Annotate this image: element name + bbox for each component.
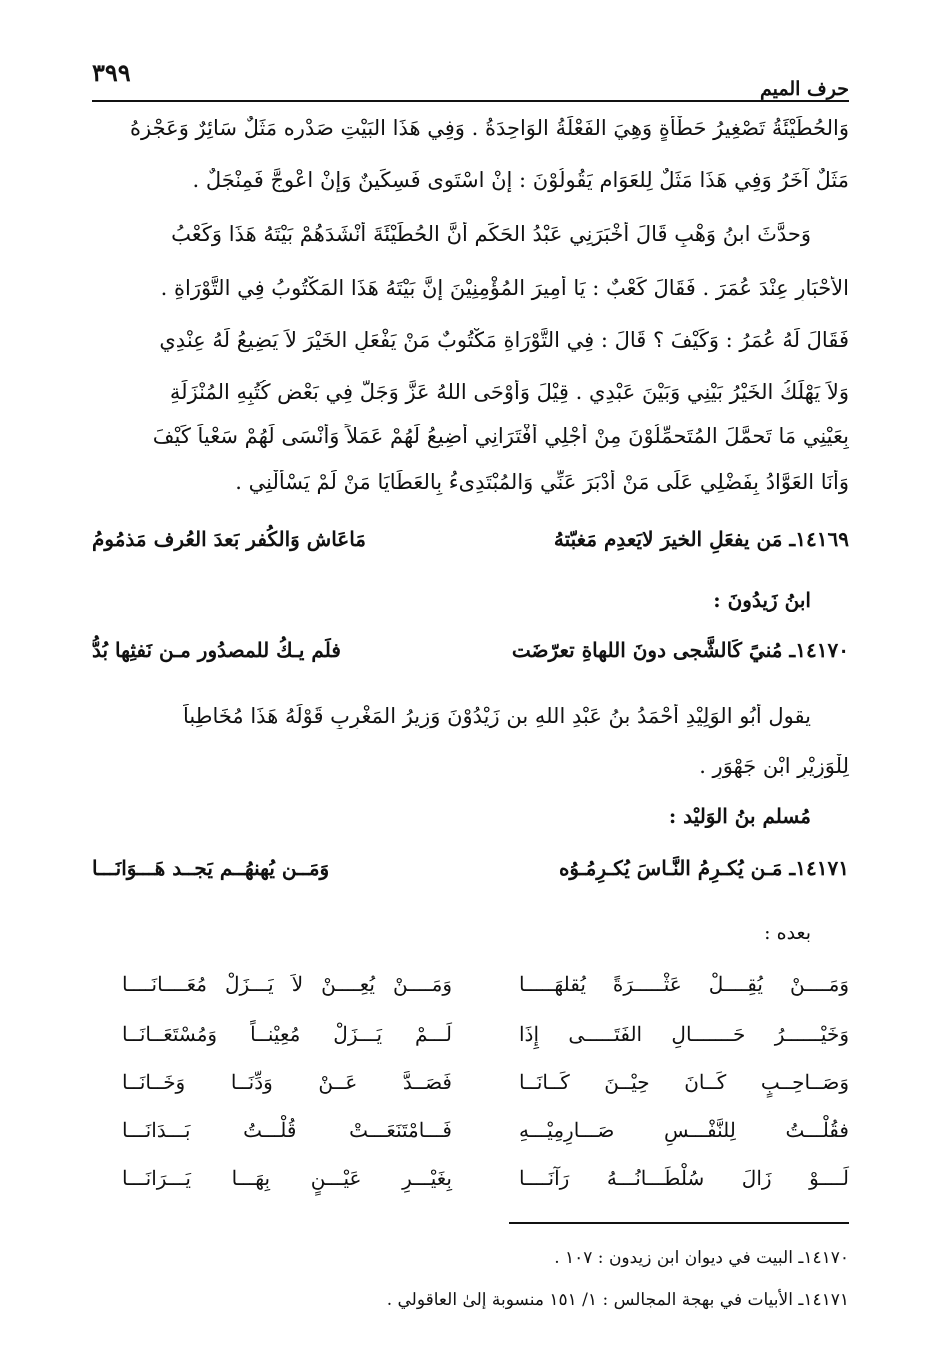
paragraph-line: مَثَلٌ آخَرُ وَفِي هَذَا مَثَلٌ لِلعَوَام يَقُولُوْنَ : إِنْ اسْتَوى فَسِكِّينٌ وَإِنْ اعْوجَّ فَمِنْجَلٌ .: [192, 168, 849, 192]
footnote-divider: [509, 1222, 849, 1224]
paragraph-line: بِعَيْنِي مَا تَحمَّلَ المُتَحمِّلُوْنَ مِنْ أَجْلِي أَفْتَرَانِي أُضِيعُ لَهُمْ عَمَلاً وَأَنْسَى لَهُمْ سَعْياً كَيْفَ: [152, 424, 849, 448]
poem-line: [92, 1166, 849, 1200]
poet-name: ابنُ زَيدُونَ :: [713, 588, 811, 612]
paragraph-line: الأَحْبَارِ عِنْدَ عُمَرَ . فَقَالَ كَعْبٌ : يَا أَمِيرَ المُؤْمِنِيْنَ إِنَّ بَيْتَهُ هَذَا المَكْتُوبُ فِي التَّوْرَاةِ .: [160, 276, 849, 300]
page-number: ٣٩٩: [92, 58, 131, 87]
verse-first-hemistich: ١٤١٧٠ـ مُنيً كَالشَّجى دونَ اللهاةِ تعرّضَت: [511, 638, 849, 662]
page-header: [92, 58, 849, 100]
paragraph-line: وَالحُطَيْئَةُ تَصْغِيرُ حَطْأَةٍ وَهِيَ الفَعْلَةُ الوَاحِدَةُ . وَفِي هَذَا البَيْتِ صَدْره مَثَلٌ سَائِرٌ وَعَجْزهُ: [130, 116, 849, 140]
paragraph-line: وَلاَ يَهْلَكُ الخَيْرُ بَيْنِي وَبَيْنَ عَبْدِي . قِيْلَ وَأَوْحَى اللهُ عَزَّ وَجَلَّ فِي بَعْضِ كُتُبِهِ المُنْزَلَةِ: [169, 380, 849, 404]
poem-first-hemistich: وَمَــــنْ يُقِــــلْ عَثْـــــرَةً يُقلهَـــــا: [519, 972, 849, 996]
poem-second-hemistich: لَـــمْ يَـــزَلْ مُعِيْنــاً وَمُسْتَعَــانَــا: [122, 1022, 452, 1046]
poem-line: [92, 972, 849, 1006]
poem-line: [92, 1022, 849, 1056]
paragraph-line: وَحدَّثَ ابنُ وَهْبٍ قَالَ أَخْبَرَنِي عَبْدُ الحَكَمِ أَنَّ الحُطَيْئَةَ أَنْشَدَهُمْ بَيْتَهُ هَذَا وَكَعْبُ: [171, 222, 811, 246]
verse-second-hemistich: وَمَــن يُهنهُــم يَجــد هَـــوَانَـــا: [92, 856, 330, 880]
poem-second-hemistich: وَمَــــنْ يُعِــــنْ لاَ يَـــزَلْ مُعَــــانَــــا: [122, 972, 452, 996]
verse-14169: [92, 527, 849, 561]
poem-line: [92, 1070, 849, 1104]
verse-first-hemistich: ١٤١٧١ـ مَـن يُكـرِمُ النَّـاسَ يُكـرِمُـوُه: [558, 856, 849, 880]
verse-second-hemistich: فلَم يـكُ للمصدُور مـن نَفثِها بُدُّ: [92, 638, 341, 662]
verse-14171: [92, 856, 849, 890]
verse-first-hemistich: ١٤١٦٩ـ مَن يفعَلِ الخيرَ لايَعدِم مَغبّتهُ: [553, 527, 849, 551]
poem-first-hemistich: وَصَــاحِــبٍ كَــانَ حِيْــنَ كَــانَــا: [519, 1070, 849, 1094]
footnote: ١٤١٧١ـ الأبيات في بهجة المجالس : ١/ ١٥١ منسوبة إلىٰ العاقولي .: [386, 1290, 849, 1310]
poem-line: [92, 1118, 849, 1152]
section-title: حرف الميم: [760, 78, 849, 100]
verse-second-hemistich: مَاعَاش وَالكُفر بَعدَ العُرف مَذمُومُ: [92, 527, 367, 551]
footnote: ١٤١٧٠ـ البيت في ديوان ابن زيدون : ١٠٧ .: [554, 1248, 849, 1268]
verse-14170: [92, 638, 849, 672]
poem-first-hemistich: فقُلْـــتُ لِلنَّفْـــسِ صَـــارِمِيْـــهِ: [519, 1118, 849, 1142]
header-divider: [92, 100, 849, 102]
paragraph-line: يقول أَبُو الوَلِيْدِ أَحْمَدُ بنُ عَبْدِ اللهِ بنِ زَيْدُوْنَ وَزِيرُ المَغْرِبِ قَوْلَهُ هَذَا مُخَاطِباً: [183, 704, 811, 728]
poem-first-hemistich: لَــــوْ زَالَ سُلْطَـــانُـــهُ رَآنَــــا: [519, 1166, 849, 1190]
poem-second-hemistich: بِغَيْـــرِ عَيْـــنٍ بِهَـــا يَـــرَانَـــا: [122, 1166, 452, 1190]
poem-first-hemistich: وَخَيْــــــرُ حَـــــــالِ الفَتَـــــى إِذَا: [519, 1022, 849, 1046]
paragraph-line: وَأَنَا العَوَّادُ بِفَضْلِي عَلَى مَنْ أَدْبَرَ عَنِّي وَالمُبْتَدِىءُ بِالعَطَايَا مَنْ لَمْ يَسْأَلْنِي .: [235, 470, 849, 494]
poem-second-hemistich: فَصَــدَّ عَــنْ وَدِّنَــا وَخَــانَــا: [122, 1070, 452, 1094]
paragraph-line: فَقَالَ لَهُ عُمَرُ : وَكَيْفَ ؟ قَالَ : فِي التَّوْرَاةِ مَكْتُوبٌ مَنْ يَفْعَلِ الخَيْرَ لاَ يَضِيعُ لَهُ عِنْدِي: [159, 328, 849, 352]
poet-name: مُسلم بنُ الوَليْد :: [668, 804, 811, 828]
poem-intro: بعده :: [764, 922, 811, 944]
paragraph-line: لِلْوَزِيْرِ ابْنِ جَهْوَرٍ .: [699, 754, 849, 778]
poem-second-hemistich: فَـــامْتَنَعَـــتْ قُلْـــتُ بَـــدَانَـــا: [122, 1118, 452, 1142]
